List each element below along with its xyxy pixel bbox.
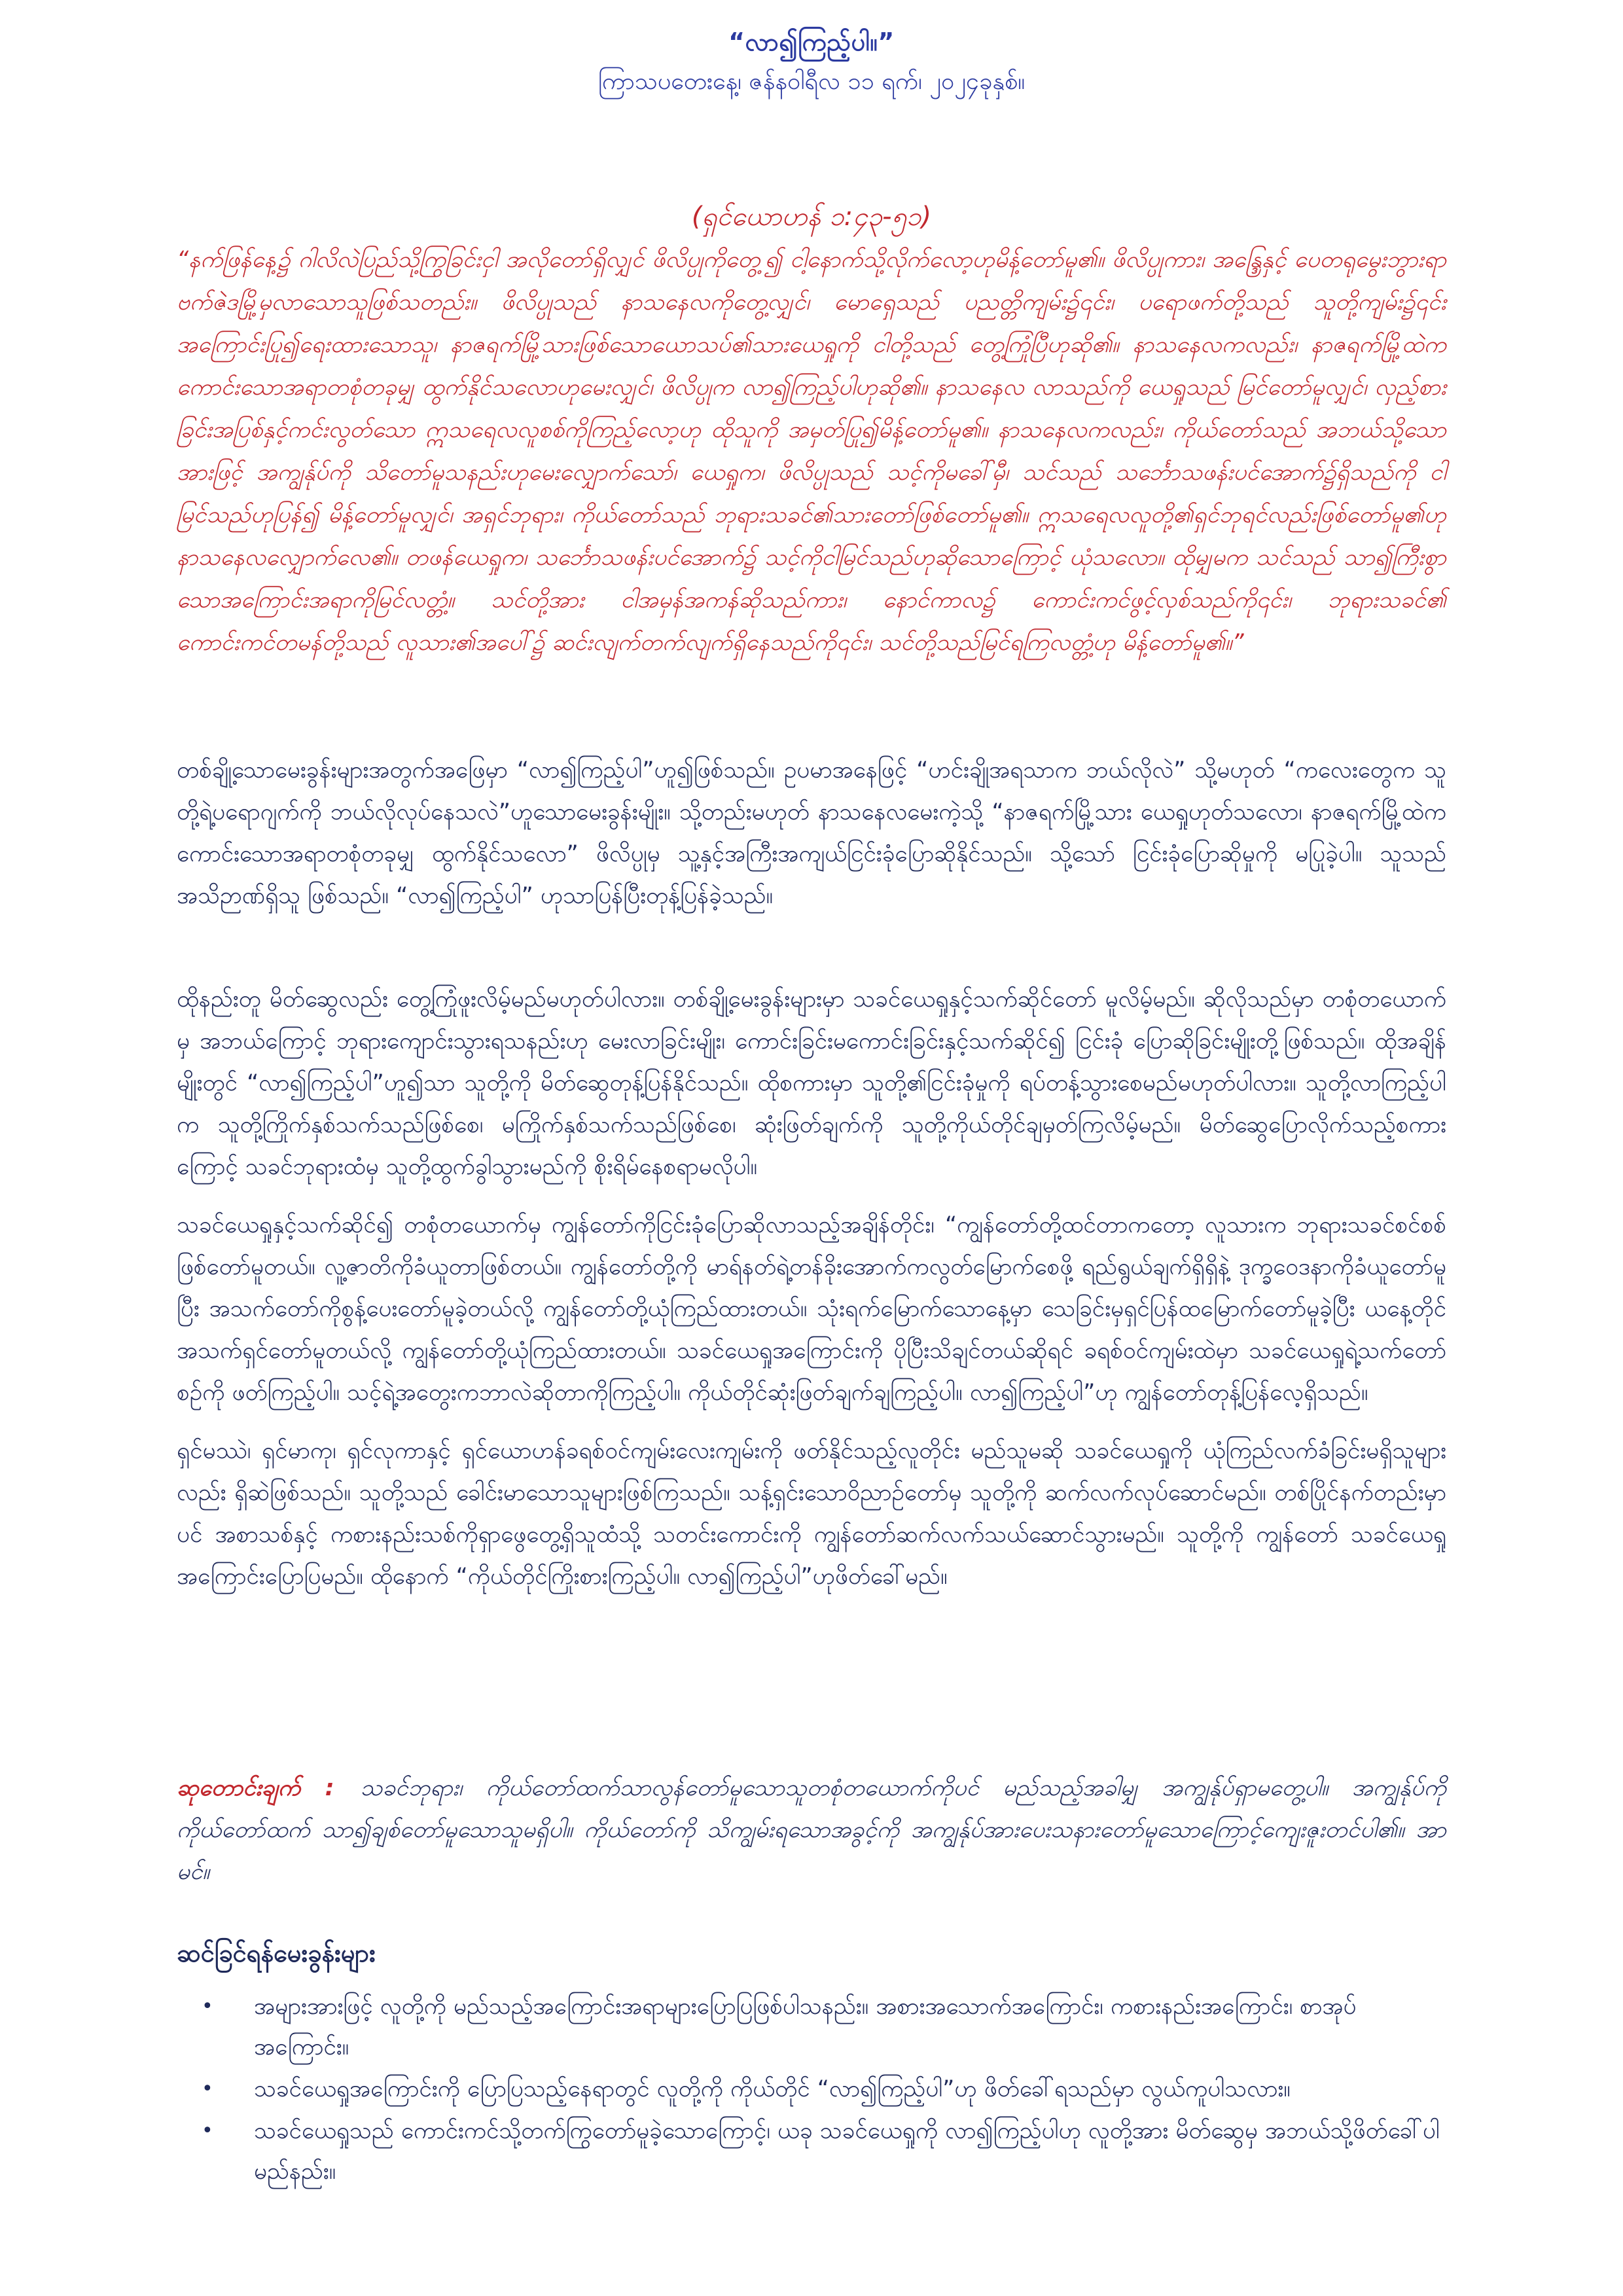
list-item: [177, 1986, 1446, 2068]
bullet-icon: •: [202, 1995, 213, 2018]
prayer-label: ဆုတောင်းချက် :: [177, 1775, 334, 1801]
page-title: “လာ၍ကြည့်ပါ။”: [728, 27, 895, 56]
reflection-heading: ဆင်ခြင်ရန်မေးခွန်းများ: [177, 1939, 376, 1967]
page-date: ကြာသပတေးနေ့၊ ဇန်နဝါရီလ ၁၁ ရက်၊ ၂၀၂၄ခုနှစ်။: [597, 68, 1026, 95]
body-paragraph-1: တစ်ချို့သောမေးခွန်းများအတွက်အဖြေမှာ “လာ၍ကြည့်ပါ”ဟူ၍ဖြစ်သည်။ ဥပမာအနေဖြင့် “ဟင်းချိုအရသာက ဘယ်လိုလဲ” သို့မဟုတ် “ကလေးတွေက သူတို့ရဲ့ပရောဂျက်ကို ဘယ်လိုလုပ်နေသလဲ”ဟူသောမေးခွန်းမျိုး။ သို့တည်းမဟုတ် နာသနေလမေးကဲ့သို့ “နာဇရက်မြို့သား ယေရှုဟုတ်သလော၊ နာဇရက်မြို့ထဲက ကောင်းသောအရာတစုံတခုမျှ ထွက်နိုင်သလော” ဖိလိပ္ပုမှ သူ့နှင့်အကြီးအကျယ်ငြင်းခုံပြောဆိုနိုင်သည်။ သို့သော် ငြင်းခုံပြောဆိုမှုကို မပြုခဲ့ပါ။ သူသည်အသိဉာဏ်ရှိသူ ဖြစ်သည်။ “လာ၍ကြည့်ပါ” ဟုသာပြန်ပြီးတုန့်ပြန်ခဲ့သည်။: [177, 757, 1446, 909]
scripture-text: “နက်ဖြန်နေ့၌ ဂါလိလဲပြည်သို့ကြွခြင်းငှါ အလိုတော်ရှိလျှင် ဖိလိပ္ပုကိုတွေ့၍ ငါ့နောက်သို့လိုက်လော့ဟုမိန့်တော်မူ၏။ ဖိလိပ္ပုကား၊ အန္ဒြေနှင့် ပေတရုမွေးဘွားရာ ဗက်ဇဲဒမြို့မှလာသောသူဖြစ်သတည်း။ ဖိလိပ္ပုသည် နာသနေလကိုတွေ့လျှင်၊ မောရှေသည် ပညတ္တိကျမ်း၌၎င်း၊ ပရောဖက်တို့သည် သူတို့ကျမ်း၌၎င်း အကြောင်းပြု၍ရေးထားသောသူ၊ နာဇရက်မြို့သားဖြစ်သောယောသပ်၏သားယေရှုကို ငါတို့သည် တွေ့ကြုံပြီဟုဆို၏။ နာသနေလကလည်း၊ နာဇရက်မြို့ထဲက ကောင်းသောအရာတစုံတခုမျှ ထွက်နိုင်သလောဟုမေးလျှင်၊ ဖိလိပ္ပုက လာ၍ကြည့်ပါဟုဆို၏။ နာသနေလ လာသည်ကို ယေရှုသည် မြင်တော်မူလျှင်၊ လှည့်စားခြင်းအပြစ်နှင့်ကင်းလွတ်သော ဣသရေလလူစစ်ကိုကြည့်လော့ဟု ထိုသူကို အမှတ်ပြု၍မိန့်တော်မူ၏။ နာသနေလကလည်း၊ ကိုယ်တော်သည် အဘယ်သို့သောအားဖြင့် အကျွန်ုပ်ကို သိတော်မူသနည်းဟုမေးလျှောက်သော်၊ ယေရှုက၊ ဖိလိပ္ပုသည် သင့်ကိုမခေါ်မှီ၊ သင်သည် သင်္ဘောသဖန်းပင်အောက်၌ရှိသည်ကို ငါမြင်သည်ဟုပြန်၍ မိန့်တော်မူလျှင်၊ အရှင်ဘုရား၊ ကိုယ်တော်သည် ဘုရားသခင်၏သားတော်ဖြစ်တော်မူ၏။ ဣသရေလလူတို့၏ရှင်ဘုရင်လည်းဖြစ်တော်မူ၏ဟု နာသနေလလျှောက်လေ၏။ တဖန်ယေရှုက၊ သင်္ဘောသဖန်းပင်အောက်၌ သင့်ကိုငါမြင်သည်ဟုဆိုသောကြောင့် ယုံသလော။ ထိုမျှမက သင်သည် သာ၍ကြီးစွာသောအကြောင်းအရာကိုမြင်လတ္တံ့။ သင်တို့အား ငါအမှန်အကန်ဆိုသည်ကား၊ နောင်ကာလ၌ ကောင်းကင်ဖွင့်လှစ်သည်ကို၎င်း၊ ဘုရားသခင်၏ ကောင်းကင်တမန်တို့သည် လူသား၏အပေါ်၌ ဆင်းလျက်တက်လျက်ရှိနေသည်ကို၎င်း၊ သင်တို့သည်မြင်ရကြလတ္တံ့ဟု မိန့်တော်မူ၏။”: [177, 247, 1446, 656]
question-text: အများအားဖြင့် လူတို့ကို မည်သည့်အကြောင်းအရာများပြောပြဖြစ်ပါသနည်း။ အစားအသောက်အကြောင်း၊ ကစားနည်းအကြောင်း၊ စာအုပ်အကြောင်း။: [254, 1994, 1357, 2060]
bullet-icon: •: [202, 2077, 213, 2100]
body-paragraph-4: ရှင်မဿဲ၊ ရှင်မာကု၊ ရှင်လုကာနှင့် ရှင်ယောဟန်ခရစ်ဝင်ကျမ်းလေးကျမ်းကို ဖတ်နိုင်သည့်လူတိုင်း မည်သူမဆို သခင်ယေရှုကို ယုံကြည်လက်ခံခြင်းမရှိသူများလည်း ရှိဆဲဖြစ်သည်။ သူတို့သည် ခေါင်းမာသောသူများဖြစ်ကြသည်။ သန့်ရှင်းသောဝိညာဉ်တော်မှ သူတို့ကို ဆက်လက်လုပ်ဆောင်မည်။ တစ်ပြိုင်နက်တည်းမှာပင် အစာသစ်နှင့် ကစားနည်းသစ်ကိုရှာဖွေတွေ့ရှိသူထံသို့ သတင်းကောင်းကို ကျွန်တော်ဆက်လက်သယ်ဆောင်သွားမည်။ သူတို့ကို ကျွန်တော် သခင်ယေရှုအကြောင်းပြောပြမည်။ ထိုနောက် “ကိုယ်တိုင်ကြိုးစားကြည့်ပါ။ လာ၍ကြည့်ပါ”ဟုဖိတ်ခေါ်မည်။: [177, 1438, 1446, 1590]
prayer-section: [177, 1767, 1446, 1893]
question-text: သခင်ယေရှုသည် ကောင်းကင်သို့တက်ကြွတော်မူခဲ့သောကြောင့်၊ ယခု သခင်ယေရှုကို လာ၍ကြည့်ပါဟု လူတို့အား မိတ်ဆွေမှ အဘယ်သို့ဖိတ်ခေါ်ပါမည်နည်း။: [254, 2118, 1440, 2185]
list-item: [177, 2111, 1446, 2192]
bullet-icon: •: [202, 2119, 213, 2142]
reflection-questions-list: [177, 1986, 1446, 2193]
prayer-text: သခင်ဘုရား၊ ကိုယ်တော်ထက်သာလွန်တော်မူသောသူတစုံတယောက်ကိုပင် မည်သည့်အခါမျှ အကျွန်ုပ်ရှာမတွေ့ပါ။ အကျွန်ုပ်ကို ကိုယ်တော်ထက် သာ၍ချစ်တော်မူသောသူမရှိပါ။ ကိုယ်တော်ကို သိကျွမ်းရသောအခွင့်ကို အကျွန်ုပ်အားပေးသနားတော်မူသောကြောင့်ကျေးဇူးတင်ပါ၏။ အာမင်။: [177, 1775, 1447, 1885]
body-paragraph-3: သခင်ယေရှုနှင့်သက်ဆိုင်၍ တစုံတယောက်မှ ကျွန်တော်ကိုငြင်းခုံပြောဆိုလာသည့်အချိန်တိုင်း၊ “ကျွန်တော်တို့ထင်တာကတော့ လူသားက ဘုရားသခင်စင်စစ်ဖြစ်တော်မူတယ်။ လူ့ဇာတိကိုခံယူတာဖြစ်တယ်။ ကျွန်တော်တို့ကို မာရ်နတ်ရဲ့တန်ခိုးအောက်ကလွတ်မြောက်စေဖို့ ရည်ရွယ်ချက်ရှိရှိနဲ့ ဒုက္ခဝေဒနာကိုခံယူတော်မူပြီး အသက်တော်ကိုစွန့်ပေးတော်မူခဲ့တယ်လို့ ကျွန်တော်တို့ယုံကြည်ထားတယ်။ သုံးရက်မြောက်သောနေ့မှာ သေခြင်းမှရှင်ပြန်ထမြောက်တော်မူခဲ့ပြီး ယနေ့တိုင်အသက်ရှင်တော်မူတယ်လို့ ကျွန်တော်တို့ယုံကြည်ထားတယ်။ သခင်ယေရှုအကြောင်းကို ပိုပြီးသိချင်တယ်ဆိုရင် ခရစ်ဝင်ကျမ်းထဲမှာ သခင်ယေရှုရဲ့သက်တော်စဉ်ကို ဖတ်ကြည့်ပါ။ သင့်ရဲ့အတွေးကဘာလဲဆိုတာကိုကြည့်ပါ။ ကိုယ်တိုင်ဆုံးဖြတ်ချက်ချကြည့်ပါ။ လာ၍ကြည့်ပါ”ဟု ကျွန်တော်တုန့်ပြန်လေ့ရှိသည်။: [177, 1212, 1446, 1406]
list-item: [177, 2069, 1446, 2109]
scripture-reference: (ရှင်ယောဟန် ၁:၄၃-၅၁): [691, 202, 932, 232]
question-text: သခင်ယေရှုအကြောင်းကို ပြောပြသည့်နေရာတွင် လူတို့ကို ကိုယ်တိုင် “လာ၍ကြည့်ပါ”ဟု ဖိတ်ခေါ်ရသည်မှာ လွယ်ကူပါသလား။: [254, 2076, 1291, 2102]
body-paragraph-2: ထိုနည်းတူ မိတ်ဆွေလည်း တွေ့ကြုံဖူးလိမ့်မည်မဟုတ်ပါလား။ တစ်ချို့မေးခွန်းများမှာ သခင်ယေရှုနှင့်သက်ဆိုင်တော် မူလိမ့်မည်။ ဆိုလိုသည်မှာ တစုံတယောက်မှ အဘယ်ကြောင့် ဘုရားကျောင်းသွားရသနည်းဟု မေးလာခြင်းမျိုး၊ ကောင်းခြင်းမကောင်းခြင်းနှင့်သက်ဆိုင်၍ ငြင်းခုံ ပြောဆိုခြင်းမျိုးတို့ဖြစ်သည်။ ထိုအချိန်မျိုးတွင် “လာ၍ကြည့်ပါ”ဟူ၍သာ သူတို့ကို မိတ်ဆွေတုန့်ပြန်နိုင်သည်။ ထိုစကားမှာ သူတို့၏ငြင်းခုံမှုကို ရပ်တန့်သွားစေမည်မဟုတ်ပါလား။ သူတို့လာကြည့်ပါက သူတို့ကြိုက်နှစ်သက်သည်ဖြစ်စေ၊ မကြိုက်နှစ်သက်သည်ဖြစ်စေ၊ ဆုံးဖြတ်ချက်ကို သူတို့ကိုယ်တိုင်ချမှတ်ကြလိမ့်မည်။ မိတ်ဆွေပြောလိုက်သည့်စကားကြောင့် သခင်ဘုရားထံမှ သူတို့ထွက်ခွါသွားမည်ကို စိုးရိမ်နေစရာမလိုပါ။: [177, 986, 1446, 1180]
